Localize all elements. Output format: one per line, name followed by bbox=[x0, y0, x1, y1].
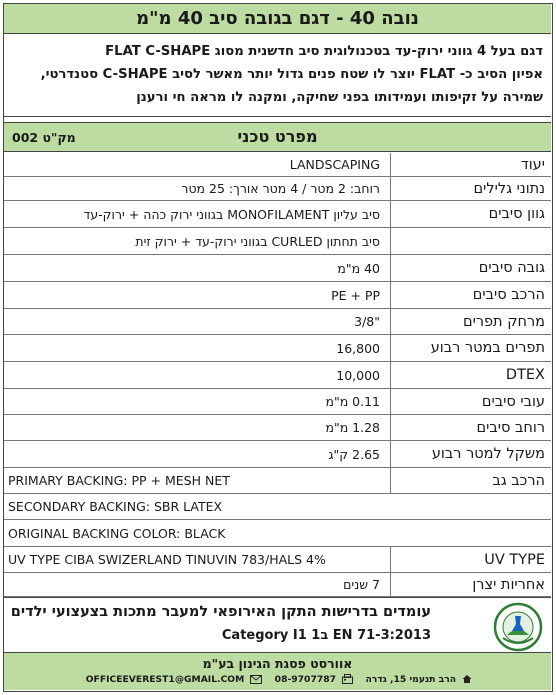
spec-header bbox=[4, 122, 551, 152]
spec-value: סיב תחתון CURLED בגווני ירוק-עד + ירוק זית bbox=[135, 233, 380, 249]
spec-label: גובה סיבים bbox=[390, 255, 551, 281]
spec-label: מרחק תפרים bbox=[390, 309, 551, 334]
email-address[interactable]: OFFICEEVEREST1@GMAIL.COM bbox=[85, 674, 245, 685]
address: הרב תנעמי 15, גדרה bbox=[365, 674, 457, 685]
spec-value: 40 מ"מ bbox=[337, 260, 380, 276]
spec-row bbox=[4, 415, 551, 441]
spec-label: תפרים במטר רבוע bbox=[390, 335, 551, 361]
spec-label: עובי סיבים bbox=[390, 389, 551, 414]
spec-value: 3/8" bbox=[354, 314, 380, 329]
phone-item bbox=[272, 674, 354, 685]
fax-icon bbox=[342, 674, 353, 684]
spec-row bbox=[4, 177, 551, 201]
description-line-3: שמירה על זקיפותו ועמידותו בפני שחיקה, ומקנה לו מראה חי ורענן bbox=[136, 90, 543, 105]
spec-value: רוחב: 2 מטר / 4 מטר אורך: 25 מטר bbox=[181, 181, 380, 196]
spec-row bbox=[4, 547, 551, 573]
spec-label: UV TYPE bbox=[390, 547, 551, 572]
spec-row bbox=[4, 335, 551, 362]
spec-row bbox=[4, 153, 551, 177]
spec-value: LANDSCAPING bbox=[289, 157, 380, 172]
spec-label: DTEX bbox=[390, 362, 551, 388]
spec-value: PE + PP bbox=[331, 287, 380, 303]
spec-value: 10,000 bbox=[336, 367, 380, 383]
spec-value: SECONDARY BACKING: SBR LATEX bbox=[8, 499, 223, 514]
spec-row bbox=[4, 573, 551, 597]
spec-row bbox=[4, 228, 551, 255]
spec-value: 1.28 מ"מ bbox=[325, 420, 380, 435]
contact-bar bbox=[4, 652, 551, 690]
spec-value: 2.65 ק"ג bbox=[328, 446, 380, 462]
standards-footer bbox=[4, 597, 551, 652]
spec-label: גוון סיבים bbox=[390, 201, 551, 227]
contact-details bbox=[4, 674, 551, 685]
spec-value: PRIMARY BACKING: PP + MESH NET bbox=[8, 473, 230, 488]
spec-value: 0.11 מ"מ bbox=[325, 394, 380, 409]
spec-value: 7 שנים bbox=[343, 577, 380, 592]
spec-label: משקל למטר רבוע bbox=[390, 441, 551, 467]
standard-line: עומדים בדרישות התקן האירופאי למעבר מתכות בצעצועי ילדים bbox=[10, 604, 431, 620]
spec-row bbox=[4, 468, 551, 494]
spec-row bbox=[4, 389, 551, 415]
description-line-2: אפיון הסיב כ- FLAT יוצר לו שטח פנים גדול יותר מאשר לסיב C-SHAPE סטנדרטי, bbox=[40, 67, 543, 82]
spec-sheet bbox=[3, 3, 553, 692]
spec-label: רוחב סיבים bbox=[390, 415, 551, 440]
spec-row bbox=[4, 520, 551, 547]
spec-label: הרכב גב bbox=[390, 468, 551, 493]
spec-row bbox=[4, 282, 551, 309]
spec-label bbox=[390, 228, 551, 254]
product-description bbox=[4, 35, 551, 117]
spec-row bbox=[4, 309, 551, 335]
spec-heading: מפרט טכני bbox=[237, 127, 318, 146]
spec-row bbox=[4, 362, 551, 389]
page-title: נובה 40 - דגם בגובה סיב 40 מ"מ bbox=[4, 4, 551, 34]
email-item bbox=[83, 674, 263, 685]
spec-label: נתוני גלילים bbox=[390, 177, 551, 200]
spec-row bbox=[4, 441, 551, 468]
home-icon bbox=[462, 674, 472, 684]
mail-icon bbox=[250, 675, 262, 684]
spec-row bbox=[4, 201, 551, 228]
lab-seal-icon bbox=[493, 602, 543, 652]
spec-value: ORIGINAL BACKING COLOR: BLACK bbox=[8, 525, 226, 541]
spec-row bbox=[4, 494, 551, 520]
spec-label: הרכב סיבים bbox=[390, 282, 551, 308]
catalog-number: מק"ט 002 bbox=[12, 130, 76, 145]
phone-number[interactable]: 08-9707787 bbox=[274, 674, 337, 685]
spec-value: סיב עליון MONOFILAMENT בגווני ירוק כהה + ירוק-עד bbox=[83, 206, 380, 222]
spec-value: 16,800 bbox=[336, 340, 380, 356]
spec-value: UV TYPE CIBA SWIZERLAND TINUVIN 783/HALS 4% bbox=[8, 552, 326, 567]
spec-label: יעוד bbox=[390, 153, 551, 176]
company-name: אוורסט פסגת הגינון בע"מ bbox=[202, 656, 353, 671]
spec-label: אחריות יצרן bbox=[390, 573, 551, 596]
description-line-1: דגם בעל 4 גווני ירוק-עד בטכנולוגית סיב חדשנית מסוג FLAT C-SHAPE bbox=[105, 44, 543, 59]
standard-code: Category I1 ב1 EN 71-3:2013 bbox=[221, 628, 431, 643]
address-item bbox=[362, 674, 472, 685]
spec-row bbox=[4, 255, 551, 282]
